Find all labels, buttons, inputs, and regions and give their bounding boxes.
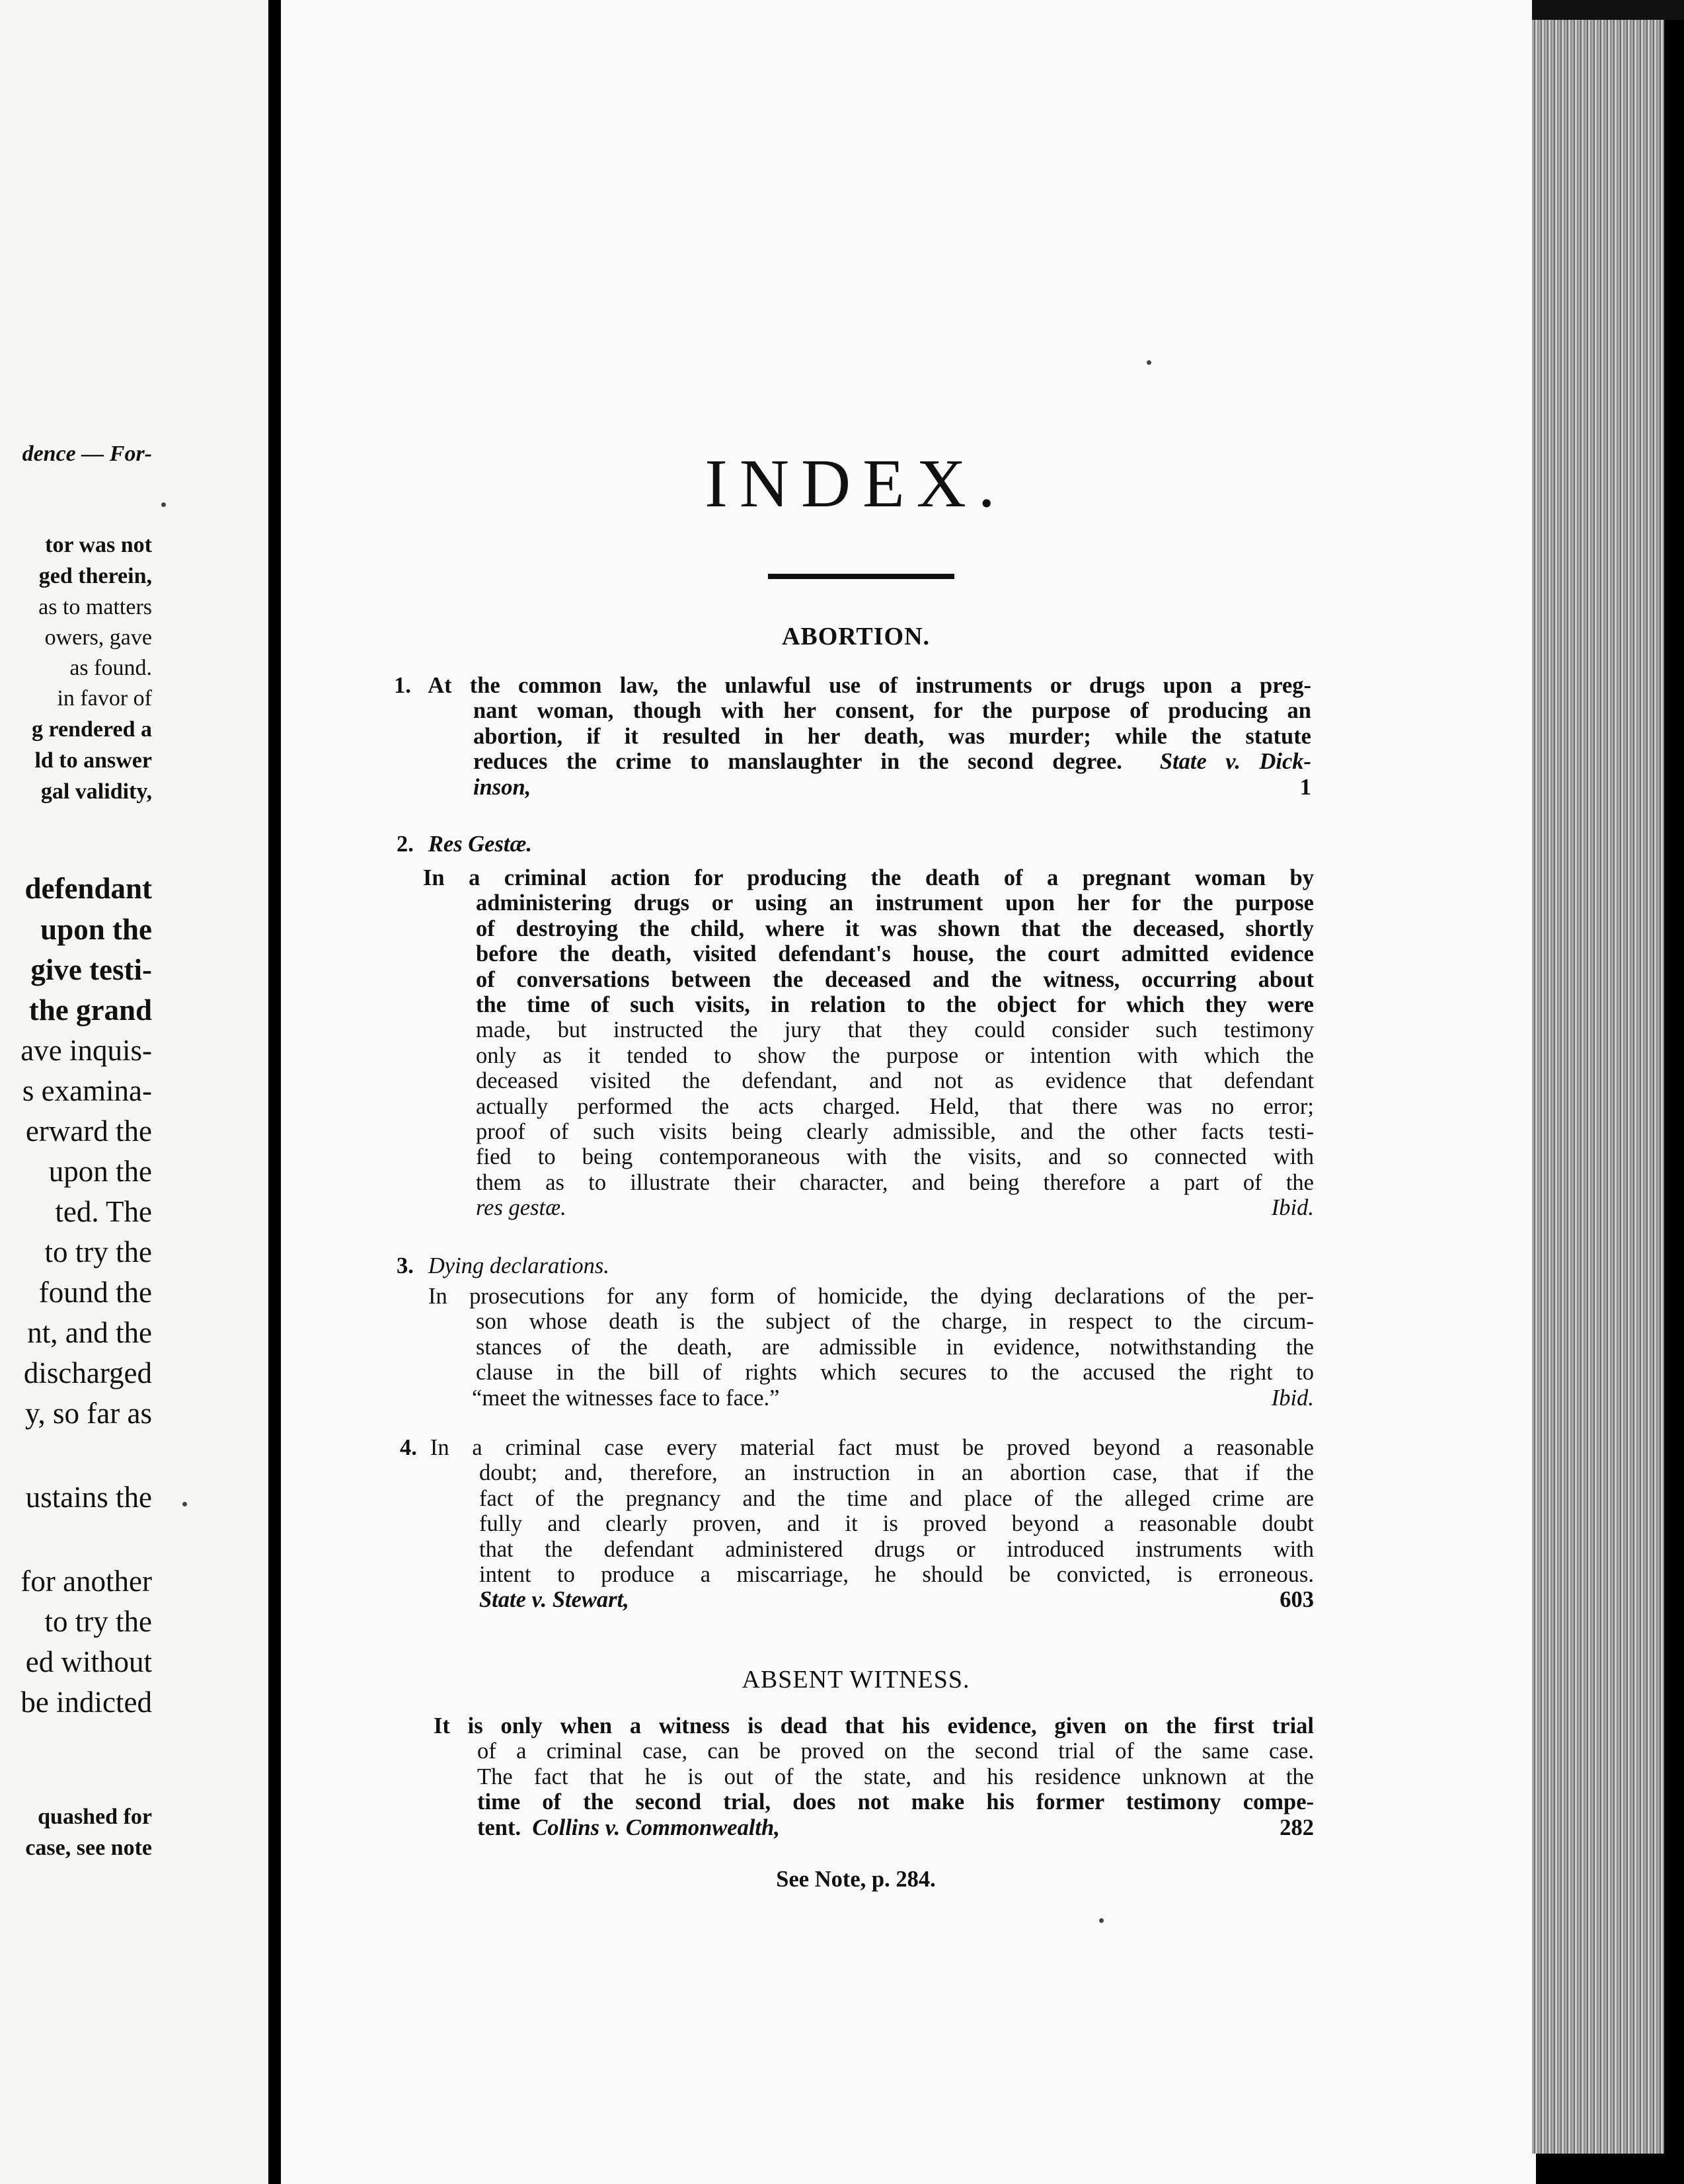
facing-page-fragment (0, 0, 268, 2184)
book-page-edges (1532, 12, 1664, 2154)
page-ref: 603 (1280, 1587, 1314, 1613)
entry-line: intent to produce a miscarriage, he should be convicted, is erroneous. (479, 1561, 1314, 1587)
entry-text: At the common law, the unlawful use of instruments or drugs upon a preg- (428, 673, 1311, 698)
entry-line: actually performed the acts charged. Held, that there was no error; (476, 1093, 1314, 1119)
left-line: ave inquis- (20, 1034, 152, 1067)
entry-line: fied to being contemporaneous with the visits, and so connected with (476, 1144, 1314, 1170)
entry-line: In a criminal action for producing the death of a pregnant woman by (423, 865, 1314, 890)
entry-text: In a criminal case every material fact must be proved beyond a reasonable (430, 1435, 1314, 1460)
entry-line: proof of such visits being clearly admissible, and the other facts testi- (476, 1118, 1314, 1144)
entry-text: tent. (477, 1814, 521, 1840)
scan-speck (1099, 1918, 1104, 1923)
left-line: owers, gave (44, 625, 152, 650)
background-edge (1532, 0, 1684, 20)
page-title: INDEX. (705, 446, 1007, 522)
left-line: upon the (40, 913, 152, 946)
subheading-text: Dying declarations. (428, 1253, 609, 1278)
entry-line: time of the second trial, does not make his former testimony compe- (477, 1789, 1314, 1815)
left-line: discharged (23, 1356, 152, 1389)
left-line: to try the (44, 1605, 152, 1638)
entry-line: of conversations between the deceased and the witness, occurring about (476, 966, 1314, 992)
page-ref: 1 (1299, 774, 1311, 800)
entry-line (434, 1815, 1314, 1840)
entry-number: 4. (400, 1435, 417, 1460)
entry-line: It is only when a witness is dead that his evidence, given on the first trial (434, 1713, 1314, 1738)
index-entry-2 (423, 865, 1314, 1220)
left-line: quashed for (38, 1805, 152, 1829)
entry-line (394, 749, 1311, 774)
left-line: ed without (25, 1645, 152, 1678)
left-line: be indicted (20, 1686, 152, 1719)
title-rule (768, 574, 954, 579)
left-line: upon the (48, 1155, 152, 1188)
entry-line: of a criminal case, can be proved on the second trial of the same case. (477, 1738, 1314, 1764)
entry-line: before the death, visited defendant's house, the court admitted evidence (476, 941, 1314, 967)
entry-line: administering drugs or using an instrument upon her for the purpose (476, 890, 1314, 916)
case-citation: inson, (473, 774, 531, 800)
scan-speck (161, 502, 166, 507)
index-entry-1 (394, 673, 1311, 800)
scan-speck (182, 1502, 187, 1506)
entry-line: fully and clearly proven, and it is proved beyond a reasonable doubt (479, 1511, 1314, 1537)
entry-line (394, 673, 1311, 698)
index-entry-3 (428, 1284, 1314, 1411)
entry-line: only as it tended to show the purpose or intention with which the (476, 1042, 1314, 1068)
entry-line: that the defendant administered drugs or introduced instruments with (479, 1536, 1314, 1562)
entry-line (423, 1195, 1314, 1220)
left-line: case, see note (25, 1836, 152, 1860)
entry-line (400, 1435, 1314, 1460)
entry-line: The fact that he is out of the state, and his residence unknown at the (477, 1764, 1314, 1789)
scan-speck (1147, 360, 1151, 365)
entry-line: the time of such visits, in relation to the object for which they were (476, 992, 1314, 1017)
left-line: tor was not (45, 533, 152, 557)
left-line: erward the (25, 1114, 152, 1148)
entry-line: deceased visited the defendant, and not as evidence that defendant (476, 1068, 1314, 1094)
left-line: defendant (24, 872, 152, 905)
left-line: ustains the (25, 1481, 152, 1514)
page-ref: 282 (1280, 1814, 1314, 1840)
left-line: for another (20, 1565, 152, 1598)
entry-line (400, 1587, 1314, 1612)
entry-number: 1. (394, 673, 411, 698)
left-line: s examina- (22, 1074, 152, 1107)
left-line: in favor of (57, 686, 152, 711)
entry-line: son whose death is the subject of the charge, in respect to the circum- (476, 1309, 1314, 1335)
left-line: to try the (44, 1235, 152, 1268)
entry-number: 3. (397, 1253, 414, 1278)
case-citation: State v. Dick- (1159, 749, 1311, 775)
entry-line: clause in the bill of rights which secures to the accused the right to (476, 1360, 1314, 1385)
entry-text: “meet the witnesses face to face.” (472, 1385, 780, 1411)
entry-line: of destroying the child, where it was shown that the deceased, shortly (476, 916, 1314, 941)
left-line: the grand (28, 994, 152, 1027)
entry-line: made, but instructed the jury that they could consider such testimony (476, 1017, 1314, 1043)
left-line: as found. (69, 656, 152, 680)
entry-line: abortion, if it resulted in her death, was murder; while the statute (473, 723, 1311, 749)
left-line: dence — For- (22, 442, 152, 466)
entry-line: stances of the death, are admissible in evidence, notwithstanding the (476, 1334, 1314, 1360)
left-line: g rendered a (32, 717, 152, 742)
section-heading-absent-witness: ABSENT WITNESS. (742, 1666, 970, 1694)
page-ref: Ibid. (1271, 1195, 1314, 1221)
entry-line: fact of the pregnancy and the time and place of the alleged crime are (479, 1485, 1314, 1511)
entry-2-subheading (397, 833, 532, 856)
left-line: ld to answer (34, 748, 152, 773)
page-ref: Ibid. (1271, 1385, 1314, 1411)
entry-text: reduces the crime to manslaughter in the second degree. (473, 749, 1122, 775)
left-line: as to matters (38, 595, 152, 619)
index-entry-absent-witness (434, 1713, 1314, 1840)
left-line: give testi- (30, 953, 152, 986)
case-citation: Collins v. Commonwealth, (532, 1814, 780, 1840)
case-citation: State v. Stewart, (479, 1587, 629, 1613)
entry-line: In prosecutions for any form of homicide, the dying declarations of the per- (428, 1284, 1314, 1309)
section-heading-abortion: ABORTION. (781, 623, 931, 650)
see-note: See Note, p. 284. (776, 1867, 936, 1892)
left-line: y, so far as (24, 1397, 152, 1430)
entry-3-subheading (397, 1255, 609, 1278)
entry-line (428, 1385, 1314, 1411)
entry-line: them as to illustrate their character, and being therefore a part of the (476, 1169, 1314, 1195)
entry-number: 2. (397, 832, 414, 857)
case-citation: res gestæ. (476, 1195, 566, 1221)
left-line: gal validity, (40, 779, 152, 804)
entry-line (394, 775, 1311, 800)
index-entry-4 (400, 1435, 1314, 1613)
left-line: ged therein, (38, 564, 152, 588)
entry-line: doubt; and, therefore, an instruction in an abortion case, that if the (479, 1460, 1314, 1486)
left-line: found the (38, 1276, 152, 1309)
left-line: ted. The (55, 1195, 152, 1228)
subheading-text: Res Gestæ. (428, 832, 533, 857)
left-line: nt, and the (27, 1316, 152, 1349)
entry-line: nant woman, though with her consent, for the purpose of producing an (473, 698, 1311, 724)
